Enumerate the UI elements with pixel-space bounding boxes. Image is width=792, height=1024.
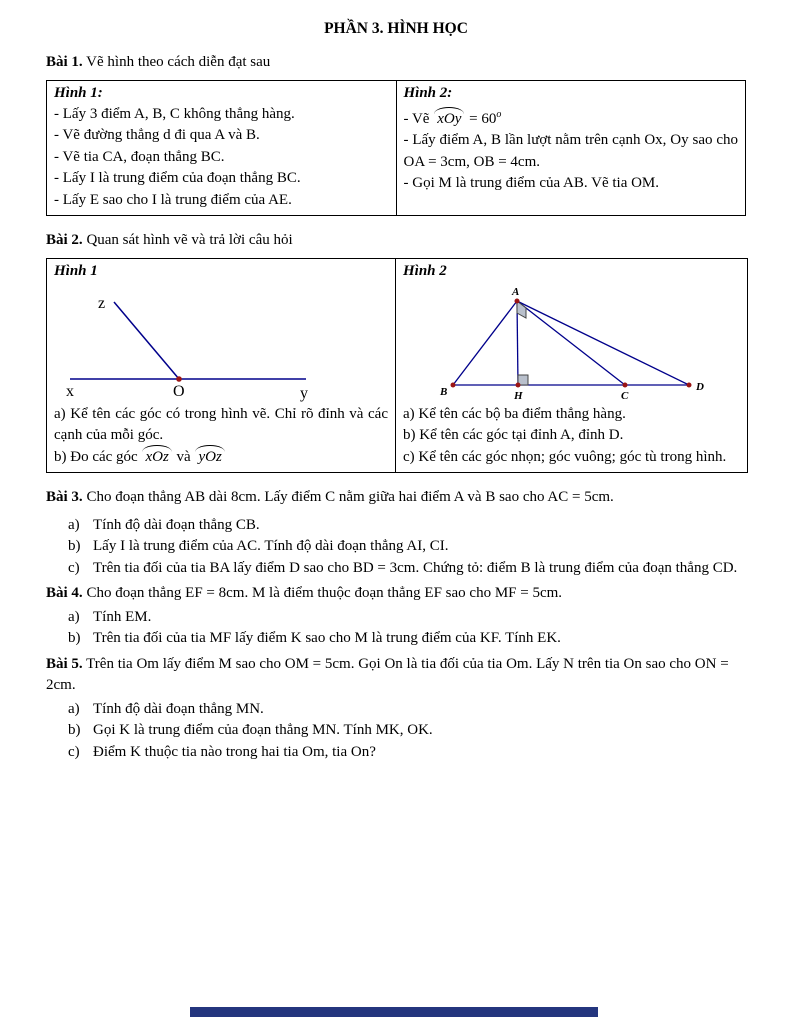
- exercise-5-text: Trên tia Om lấy điểm M sao cho OM = 5cm. Gọi On là tia đối của tia Om. Lấy N trên tia On sao cho ON = 2cm.: [46, 655, 729, 693]
- label-H: H: [514, 389, 523, 402]
- point-A-dot: [515, 298, 520, 303]
- page-title: PHẦN 3. HÌNH HỌC: [324, 20, 468, 37]
- ex1-hinh2-caption: Hình 2:: [403, 84, 453, 101]
- ex1-hinh1-line: - Lấy I là trung điểm của đoạn thẳng BC.: [54, 170, 301, 186]
- exercise-1-text: Vẽ hình theo cách diễn đạt sau: [86, 54, 271, 70]
- exercise-2-label: Bài 2.: [46, 232, 83, 248]
- angle-xOy-notation: xOy: [434, 109, 464, 131]
- ex2-hinh2-question-a: a) Kể tên các bộ ba điểm thẳng hàng.: [403, 405, 626, 422]
- ex2-hinh2-question-b: b) Kể tên các góc tại đỉnh A, đỉnh D.: [403, 427, 624, 443]
- label-D: D: [696, 380, 704, 393]
- ray-Oz: [114, 302, 179, 379]
- ex1-hinh2-line: - Gọi M là trung điểm của AB. Vẽ tia OM.: [403, 175, 660, 191]
- formula-equals: = 60: [469, 110, 497, 127]
- list-item: [68, 720, 746, 742]
- ex2-hinh1-question-b: [54, 447, 388, 469]
- item-text: Trên tia đối của tia BA lấy điểm D sao cho BD = 3cm. Chứng tỏ: điểm B là trung điểm của đoạn thẳng CD.: [93, 559, 738, 576]
- point-H-dot: [516, 382, 521, 387]
- ex1-cell-hinh2: [396, 80, 746, 216]
- ex1-hinh2-formula-line: [404, 104, 739, 131]
- point-D-dot: [687, 382, 692, 387]
- segment-AC: [517, 301, 625, 385]
- item-marker: b): [68, 630, 81, 646]
- list-item: [68, 515, 746, 537]
- exercise-1-heading: [46, 52, 746, 74]
- exercise-5-label: Bài 5.: [46, 655, 83, 672]
- exercise-3-label: Bài 3.: [46, 489, 83, 505]
- item-marker: a): [68, 608, 80, 625]
- question-b-mid: và: [176, 448, 191, 465]
- ex1-hinh1-line: - Vẽ tia CA, đoạn thẳng BC.: [54, 148, 225, 165]
- item-text: Tính độ dài đoạn thẳng CB.: [93, 516, 260, 533]
- item-text: Điểm K thuộc tia nào trong hai tia Om, tia On?: [93, 743, 376, 760]
- label-z: z: [98, 294, 106, 312]
- ex2-hinh1-caption: Hình 1: [54, 262, 98, 279]
- list-item: [68, 699, 746, 721]
- list-item: [68, 742, 746, 764]
- point-B-dot: [451, 382, 456, 387]
- item-marker: c): [68, 559, 80, 576]
- exercise-3-items: [68, 515, 746, 580]
- exercise-2-table: [46, 258, 748, 474]
- ex2-cell-hinh1: [47, 258, 396, 473]
- ex1-hinh2-line: - Lấy điểm A, B lần lượt nằm trên cạnh Ox, Oy sao cho OA = 3cm, OB = 4cm.: [403, 132, 738, 170]
- exercise-2-text: Quan sát hình vẽ và trả lời câu hỏi: [86, 232, 293, 248]
- label-x: x: [66, 382, 74, 400]
- item-marker: b): [68, 538, 81, 554]
- ex2-hinh1-question-a: a) Kể tên các góc có trong hình vẽ. Chỉ rõ đỉnh và các cạnh của mỗi góc.: [54, 405, 388, 443]
- item-marker: a): [68, 700, 80, 717]
- point-O-dot: [176, 376, 182, 382]
- ex1-hinh1-line: - Lấy E sao cho I là trung điểm của AE.: [54, 191, 292, 208]
- label-C: C: [621, 389, 629, 402]
- exercise-4-heading: [46, 583, 746, 605]
- ex1-hinh1-line: - Vẽ đường thẳng d đi qua A và B.: [54, 127, 260, 143]
- angle-figure-xOzy: [54, 284, 388, 402]
- exercise-1-label: Bài 1.: [46, 54, 83, 70]
- ex2-hinh2-question-c: c) Kể tên các góc nhọn; góc vuông; góc tù trong hình.: [403, 448, 727, 465]
- exercise-5-heading: [46, 654, 746, 697]
- triangle-figure-ABHCD: [403, 284, 740, 402]
- ex1-cell-hinh1: [47, 80, 397, 216]
- bottom-bar: [190, 1007, 598, 1017]
- item-text: Tính EM.: [93, 608, 152, 625]
- exercise-2-heading: [46, 230, 746, 252]
- item-marker: a): [68, 516, 80, 533]
- degree-sup: o: [496, 108, 502, 120]
- list-item: [68, 607, 746, 629]
- item-text: Tính độ dài đoạn thẳng MN.: [93, 700, 264, 717]
- exercise-1-table: [46, 80, 746, 217]
- list-item: [68, 628, 746, 650]
- label-O: O: [173, 382, 185, 400]
- exercise-3-heading: [46, 487, 746, 509]
- point-C-dot: [623, 382, 628, 387]
- formula-prefix: - Vẽ: [403, 110, 430, 127]
- exercise-4-items: [68, 607, 746, 650]
- angle-xOz-notation: xOz: [142, 447, 171, 469]
- list-item: [68, 536, 746, 558]
- ex1-hinh1-caption: Hình 1:: [54, 84, 103, 101]
- ex2-cell-hinh2: [396, 258, 748, 473]
- ex2-hinh2-caption: Hình 2: [403, 262, 447, 279]
- label-B: B: [440, 385, 448, 398]
- angle-yOz-notation: yOz: [195, 447, 224, 469]
- label-y: y: [300, 384, 308, 402]
- segment-AD: [517, 301, 689, 385]
- item-marker: b): [68, 722, 81, 738]
- question-b-prefix: b) Đo các góc: [54, 448, 138, 465]
- exercise-4-label: Bài 4.: [46, 585, 83, 601]
- exercise-4-text: Cho đoạn thẳng EF = 8cm. M là điểm thuộc đoạn thẳng EF sao cho MF = 5cm.: [86, 585, 563, 601]
- ex1-hinh1-line: - Lấy 3 điểm A, B, C không thẳng hàng.: [54, 105, 295, 122]
- item-marker: c): [68, 743, 80, 760]
- exercise-3-text: Cho đoạn thẳng AB dài 8cm. Lấy điểm C nằm giữa hai điểm A và B sao cho AC = 5cm.: [86, 489, 614, 505]
- exercise-5-items: [68, 699, 746, 764]
- item-text: Lấy I là trung điểm của AC. Tính độ dài đoạn thẳng AI, CI.: [93, 538, 449, 554]
- label-A: A: [512, 285, 520, 298]
- segment-AB: [453, 301, 517, 385]
- item-text: Trên tia đối của tia MF lấy điểm K sao cho M là trung điểm của KF. Tính EK.: [93, 630, 561, 646]
- list-item: [68, 558, 746, 580]
- item-text: Gọi K là trung điểm của đoạn thẳng MN. Tính MK, OK.: [93, 722, 433, 738]
